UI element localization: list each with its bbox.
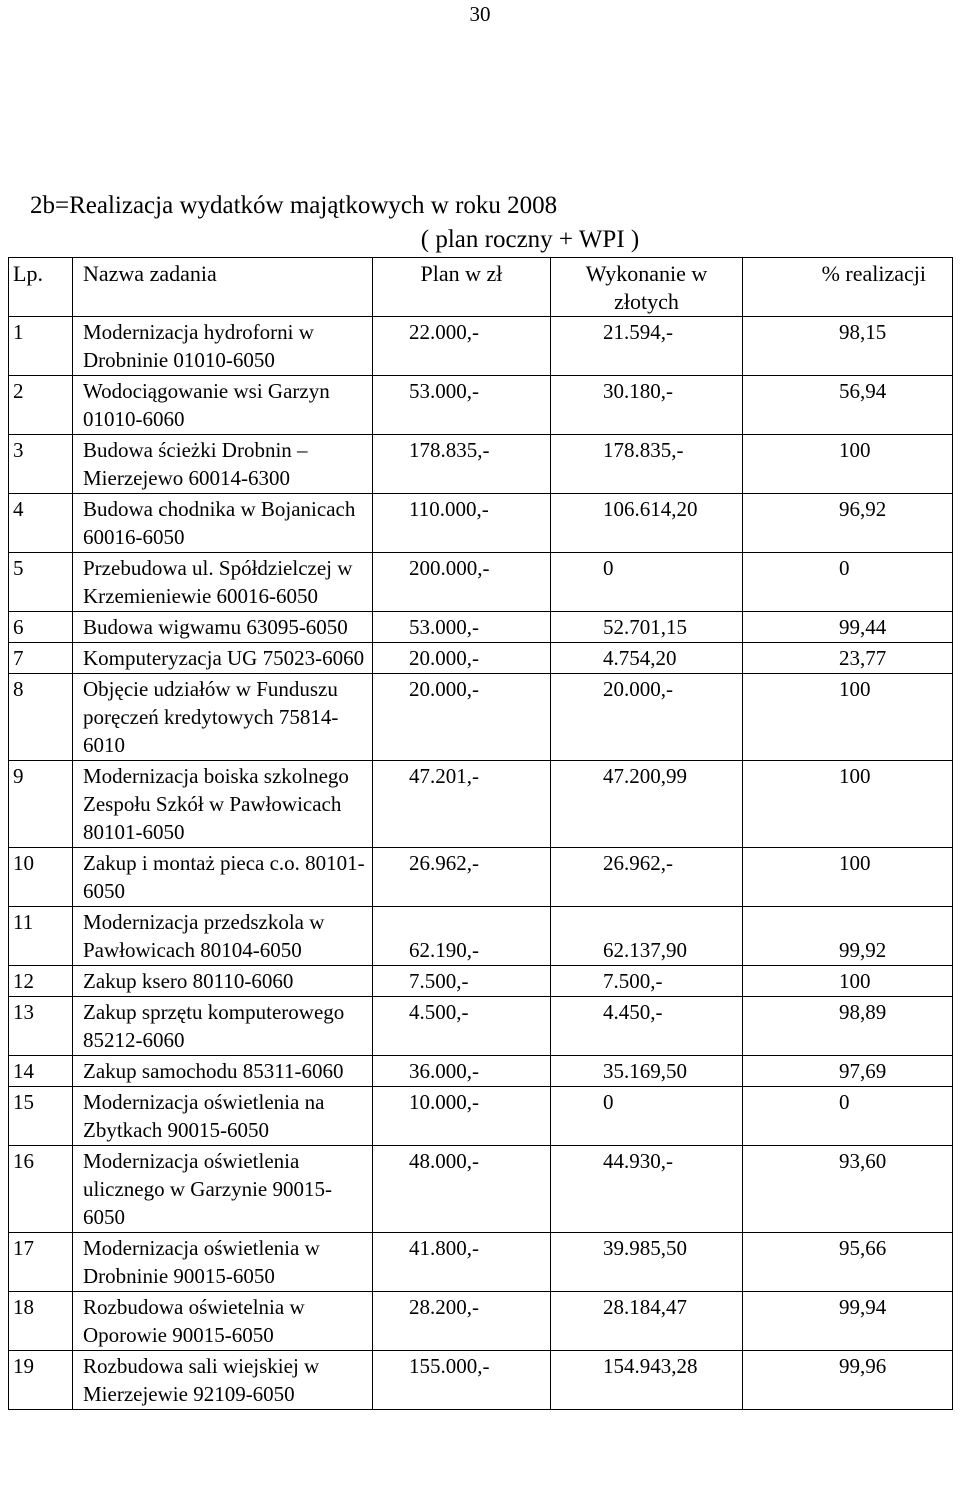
cell-realization-percent: 0 [743,1087,953,1146]
cell-task-name: Rozbudowa sali wiejskiej w Mierzejewie 92109-6050 [73,1351,373,1410]
cell-realization-percent: 95,66 [743,1233,953,1292]
cell-realization-percent: 99,44 [743,612,953,643]
cell-plan: 20.000,- [373,643,551,674]
cell-execution: 30.180,- [551,376,743,435]
cell-lp: 4 [9,494,73,553]
cell-plan: 155.000,- [373,1351,551,1410]
cell-lp: 16 [9,1146,73,1233]
cell-execution: 28.184,47 [551,1292,743,1351]
table-row [9,1351,953,1410]
cell-task-name: Modernizacja przedszkola w Pawłowicach 80104-6050 [73,907,373,966]
header-name: Nazwa zadania [73,258,373,317]
cell-realization-percent: 100 [743,966,953,997]
table-row [9,997,953,1056]
table-row [9,643,953,674]
cell-plan: 20.000,- [373,674,551,761]
cell-task-name: Komputeryzacja UG 75023-6060 [73,643,373,674]
table-header-row [9,258,953,317]
cell-task-name: Modernizacja boiska szkolnego Zespołu Szkół w Pawłowicach 80101-6050 [73,761,373,848]
cell-plan: 4.500,- [373,997,551,1056]
header-lp: Lp. [9,258,73,317]
cell-realization-percent: 99,94 [743,1292,953,1351]
cell-lp: 15 [9,1087,73,1146]
cell-task-name: Modernizacja oświetlenia w Drobninie 90015-6050 [73,1233,373,1292]
cell-execution: 44.930,- [551,1146,743,1233]
cell-execution: 39.985,50 [551,1233,743,1292]
cell-lp: 1 [9,317,73,376]
cell-task-name: Przebudowa ul. Spółdzielczej w Krzemieniewie 60016-6050 [73,553,373,612]
cell-lp: 17 [9,1233,73,1292]
cell-execution: 7.500,- [551,966,743,997]
cell-lp: 6 [9,612,73,643]
table-row [9,317,953,376]
cell-realization-percent: 0 [743,553,953,612]
cell-realization-percent: 98,89 [743,997,953,1056]
cell-execution: 106.614,20 [551,494,743,553]
table-row [9,1056,953,1087]
cell-realization-percent: 100 [743,848,953,907]
cell-task-name: Budowa wigwamu 63095-6050 [73,612,373,643]
cell-execution: 20.000,- [551,674,743,761]
cell-plan: 47.201,- [373,761,551,848]
cell-realization-percent: 100 [743,674,953,761]
cell-plan: 22.000,- [373,317,551,376]
cell-realization-percent: 99,92 [743,907,953,966]
table-row [9,674,953,761]
cell-realization-percent: 93,60 [743,1146,953,1233]
cell-lp: 19 [9,1351,73,1410]
cell-task-name: Modernizacja oświetlenia na Zbytkach 90015-6050 [73,1087,373,1146]
cell-task-name: Rozbudowa oświetelnia w Oporowie 90015-6050 [73,1292,373,1351]
table-row [9,1146,953,1233]
cell-plan: 36.000,- [373,1056,551,1087]
cell-task-name: Modernizacja hydroforni w Drobninie 01010-6050 [73,317,373,376]
table-body [9,317,953,1410]
cell-realization-percent: 56,94 [743,376,953,435]
cell-realization-percent: 97,69 [743,1056,953,1087]
cell-task-name: Budowa chodnika w Bojanicach 60016-6050 [73,494,373,553]
cell-task-name: Wodociągowanie wsi Garzyn 01010-6060 [73,376,373,435]
header-pct: % realizacji [743,258,953,317]
cell-realization-percent: 100 [743,761,953,848]
cell-realization-percent: 96,92 [743,494,953,553]
table-row [9,907,953,966]
cell-task-name: Zakup ksero 80110-6060 [73,966,373,997]
cell-execution: 21.594,- [551,317,743,376]
cell-execution: 62.137,90 [551,907,743,966]
cell-plan: 41.800,- [373,1233,551,1292]
table-row [9,376,953,435]
cell-lp: 7 [9,643,73,674]
cell-plan: 200.000,- [373,553,551,612]
cell-realization-percent: 100 [743,435,953,494]
table-row [9,966,953,997]
cell-execution: 4.754,20 [551,643,743,674]
cell-task-name: Modernizacja oświetlenia ulicznego w Garzynie 90015-6050 [73,1146,373,1233]
cell-lp: 5 [9,553,73,612]
document-title: 2b=Realizacja wydatków majątkowych w roku 2008 [30,192,558,219]
cell-execution: 35.169,50 [551,1056,743,1087]
cell-plan: 26.962,- [373,848,551,907]
cell-realization-percent: 98,15 [743,317,953,376]
cell-lp: 8 [9,674,73,761]
cell-lp: 9 [9,761,73,848]
cell-plan: 53.000,- [373,612,551,643]
document-subtitle: ( plan roczny + WPI ) [420,226,640,253]
cell-execution: 47.200,99 [551,761,743,848]
cell-plan: 10.000,- [373,1087,551,1146]
cell-lp: 12 [9,966,73,997]
cell-plan: 48.000,- [373,1146,551,1233]
expenditure-table [8,257,953,1410]
cell-realization-percent: 23,77 [743,643,953,674]
cell-plan: 62.190,- [373,907,551,966]
cell-execution: 26.962,- [551,848,743,907]
table-row [9,848,953,907]
table-row [9,435,953,494]
cell-task-name: Objęcie udziałów w Funduszu poręczeń kredytowych 75814-6010 [73,674,373,761]
cell-lp: 10 [9,848,73,907]
table-row [9,494,953,553]
page-number: 30 [469,2,491,26]
cell-plan: 28.200,- [373,1292,551,1351]
cell-task-name: Zakup samochodu 85311-6060 [73,1056,373,1087]
cell-execution: 0 [551,1087,743,1146]
cell-plan: 110.000,- [373,494,551,553]
cell-task-name: Budowa ścieżki Drobnin – Mierzejewo 60014-6300 [73,435,373,494]
header-plan: Plan w zł [373,258,551,317]
cell-execution: 52.701,15 [551,612,743,643]
table-row [9,612,953,643]
table-row [9,553,953,612]
cell-execution: 178.835,- [551,435,743,494]
table-row [9,1292,953,1351]
table-row [9,761,953,848]
cell-execution: 154.943,28 [551,1351,743,1410]
cell-plan: 178.835,- [373,435,551,494]
cell-execution: 0 [551,553,743,612]
header-done: Wykonanie w złotych [551,258,743,317]
cell-execution: 4.450,- [551,997,743,1056]
cell-lp: 14 [9,1056,73,1087]
table-row [9,1087,953,1146]
cell-plan: 53.000,- [373,376,551,435]
cell-realization-percent: 99,96 [743,1351,953,1410]
cell-task-name: Zakup i montaż pieca c.o. 80101-6050 [73,848,373,907]
cell-task-name: Zakup sprzętu komputerowego 85212-6060 [73,997,373,1056]
cell-lp: 3 [9,435,73,494]
table-row [9,1233,953,1292]
cell-lp: 18 [9,1292,73,1351]
cell-lp: 2 [9,376,73,435]
cell-lp: 11 [9,907,73,966]
cell-plan: 7.500,- [373,966,551,997]
cell-lp: 13 [9,997,73,1056]
